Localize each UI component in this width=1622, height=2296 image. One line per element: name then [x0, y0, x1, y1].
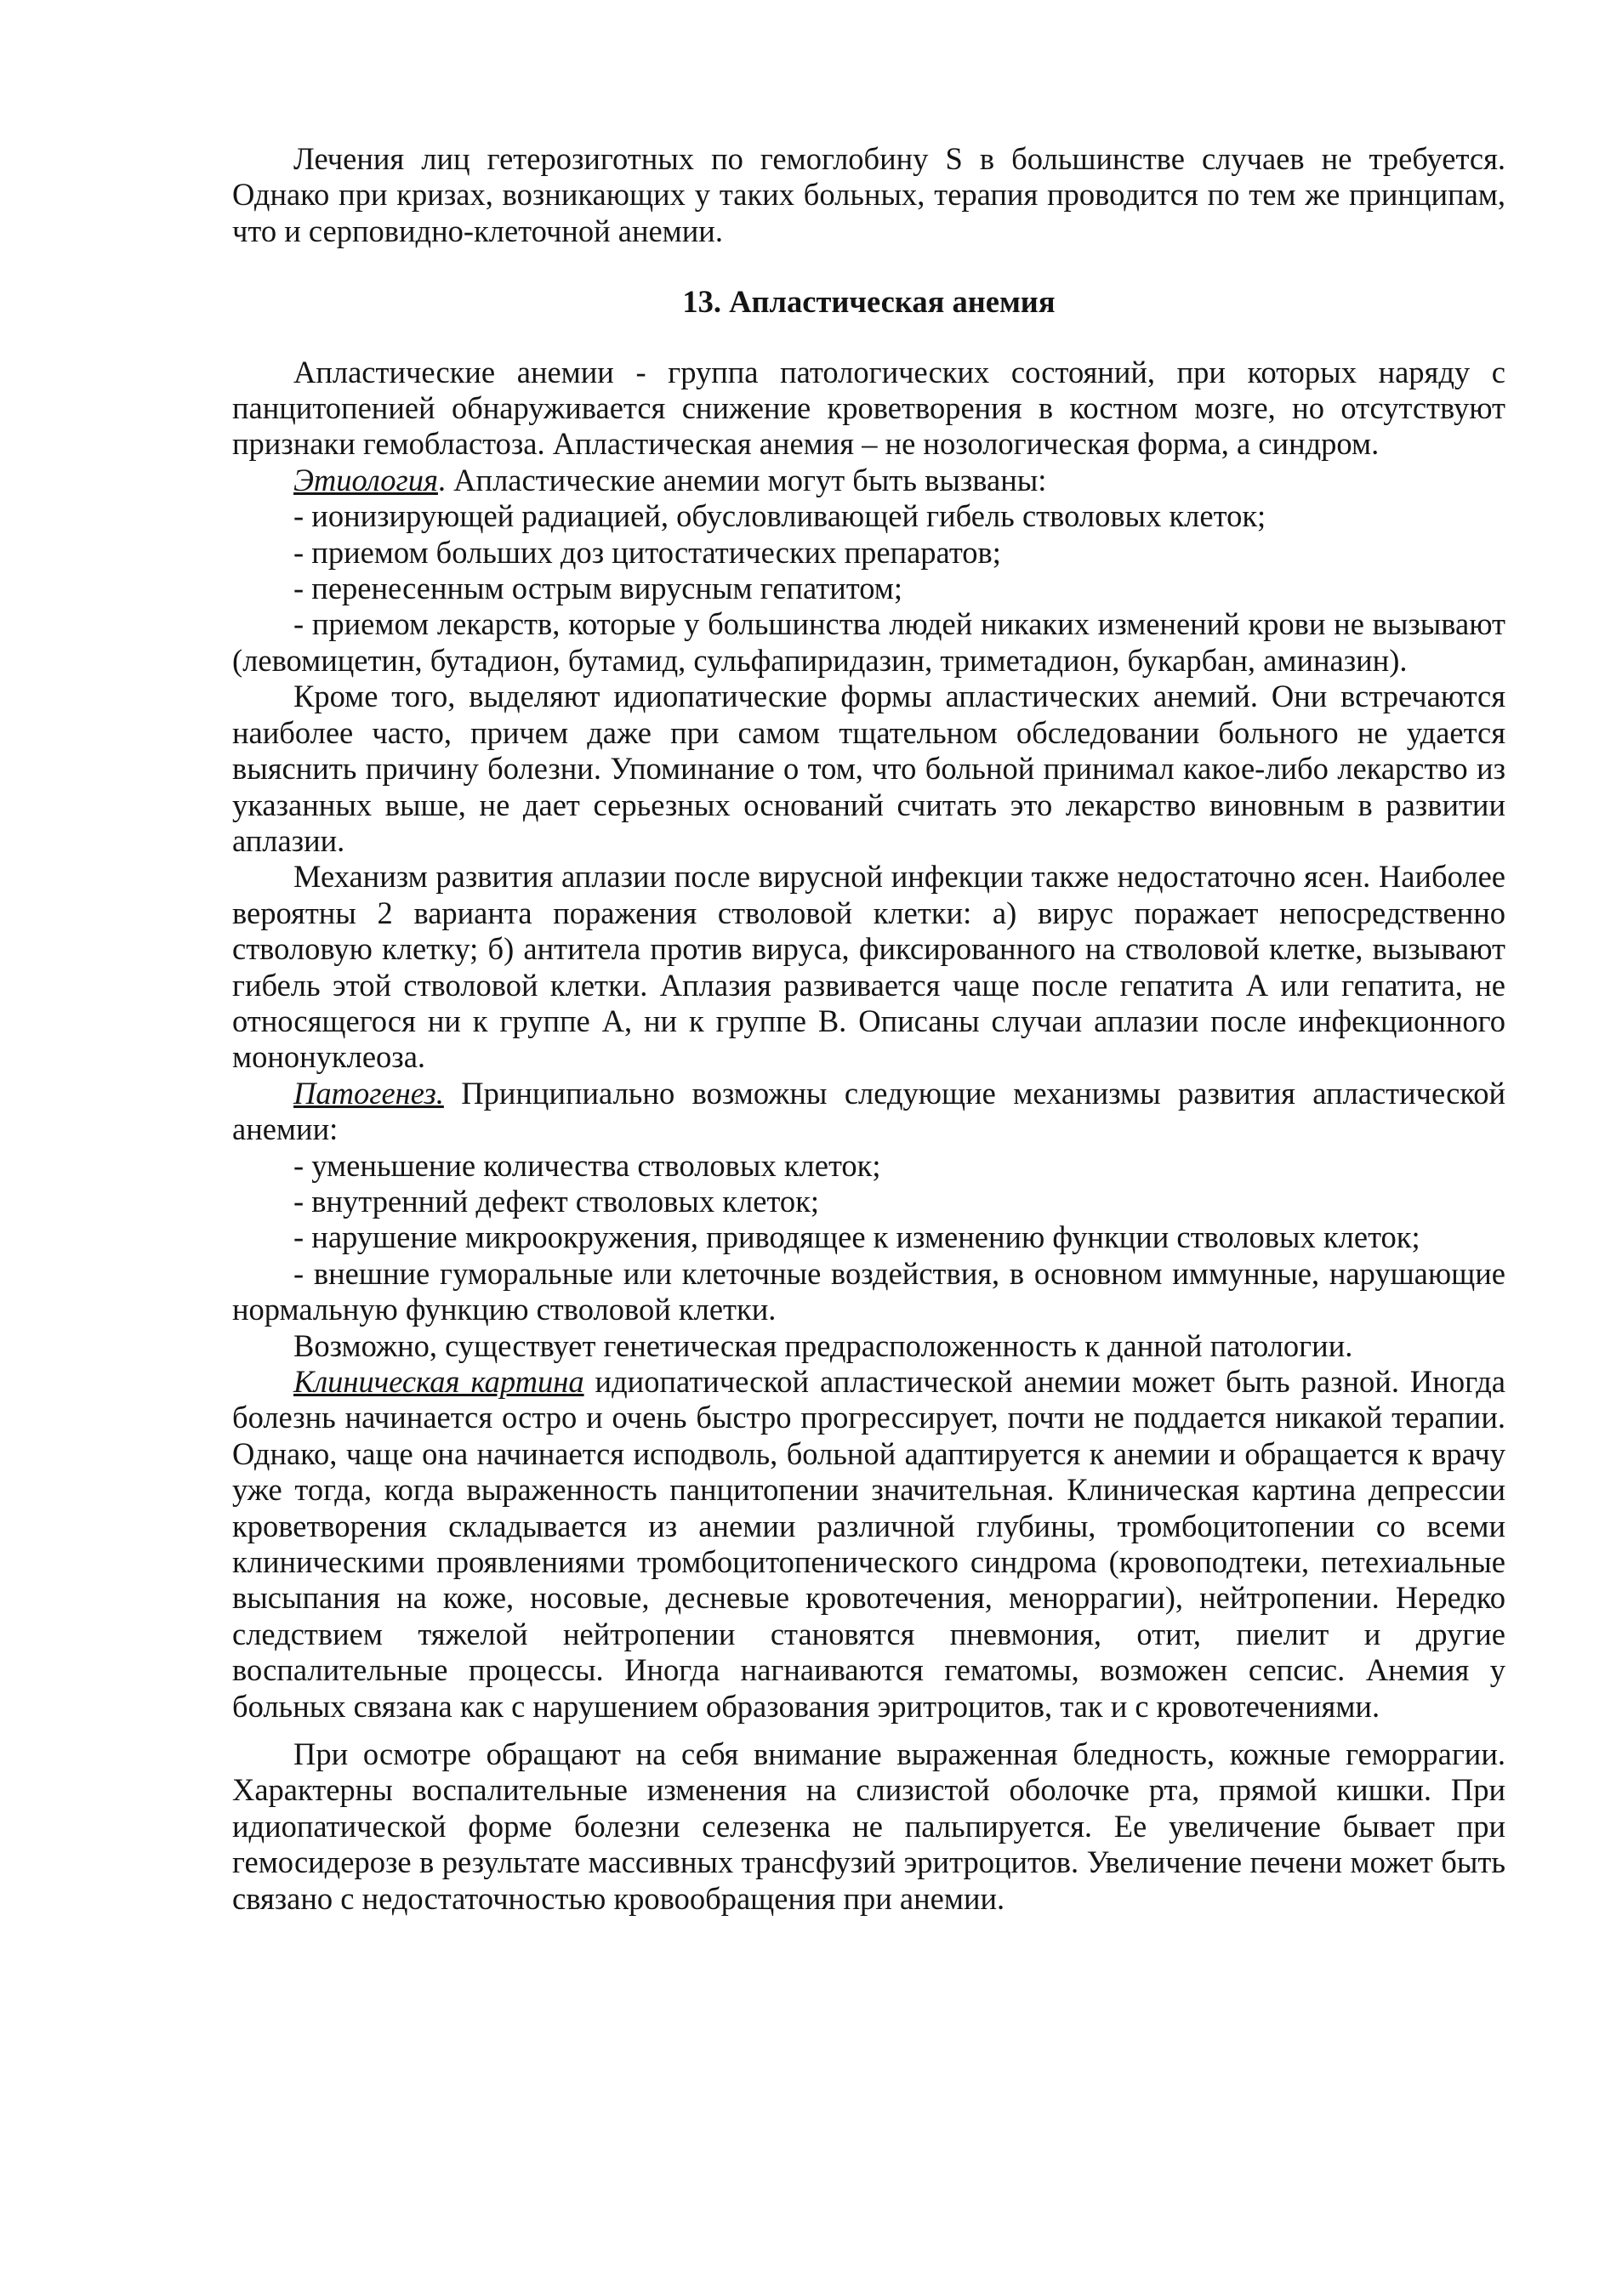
- clinical-paragraph: [232, 1364, 1505, 1725]
- etiology-item: - приемом лекарств, которые у большинства людей никаких изменений крови не вызывают (левомицетин, бутадион, бутамид, сульфапиридазин, триметадион, букарбан, аминазин).: [232, 606, 1505, 678]
- genetic-paragraph: Возможно, существует генетическая предрасположенность к данной патологии.: [293, 1327, 1353, 1363]
- definition-paragraph: Апластические анемии - группа патологических состояний, при которых наряду с панцитопенией обнаруживается снижение кроветворения в костном мозге, но отсутствуют признаки гемобластоза. Апластическая анемия – не нозологическая форма, а синдром.: [232, 354, 1505, 462]
- pathogenesis-paragraph: [232, 1076, 1505, 1148]
- section-heading: 13. Апластическая анемия: [682, 284, 1056, 320]
- pathogenesis-item: - внутренний дефект стволовых клеток;: [293, 1183, 820, 1219]
- etiology-text: . Апластические анемии могут быть вызваны:: [437, 462, 1047, 497]
- document-page: [232, 141, 1505, 1917]
- etiology-item: - ионизирующей радиацией, обусловливающей гибель стволовых клеток;: [293, 498, 1266, 534]
- pathogenesis-lead: Патогенез.: [293, 1075, 444, 1111]
- pathogenesis-item: - внешние гуморальные или клеточные воздействия, в основном иммунные, нарушающие нормальную функцию стволовой клетки.: [232, 1255, 1505, 1327]
- clinical-text: идиопатической апластической анемии может быть разной. Иногда болезнь начинается остро и очень быстро прогрессирует, почти не поддается никакой терапии. Однако, чаще она начинается исподволь, больной адаптируется к анемии и обращается к врачу уже тогда, когда выраженность панцитопении значительная. Клиническая картина депрессии кроветворения складывается из анемии различной глубины, тромбоцитопении со всеми клиническими проявлениями тромбоцитопенического синдрома (кровоподтеки, петехиальные высыпания на коже, носовые, десневые кровотечения, меноррагии), нейтропении. Нередко следствием тяжелой нейтропении становятся пневмония, отит, пиелит и другие воспалительные процессы. Иногда нагнаиваются гематомы, возможен сепсис. Анемия у больных связана как с нарушением образования эритроцитов, так и с кровотечениями.: [232, 1364, 1505, 1724]
- examination-paragraph: При осмотре обращают на себя внимание выраженная бледность, кожные геморрагии. Характерны воспалительные изменения на слизистой оболочке рта, прямой кишки. При идиопатической форме болезни селезенка не пальпируется. Ее увеличение бывает при гемосидерозе в результате массивных трансфузий эритроцитов. Увеличение печени может быть связано с недостаточностью кровообращения при анемии.: [232, 1736, 1505, 1916]
- idiopathic-paragraph: Кроме того, выделяют идиопатические формы апластических анемий. Они встречаются наиболее часто, причем даже при самом тщательном обследовании больного не удается выяснить причину болезни. Упоминание о том, что больной принимал какое-либо лекарство из указанных выше, не дает серьезных оснований считать это лекарство виновным в развитии аплазии.: [232, 679, 1505, 858]
- mechanism-paragraph: Механизм развития аплазии после вирусной инфекции также недостаточно ясен. Наиболее вероятны 2 варианта поражения стволовой клетки: а) вирус поражает непосредственно стволовую клетку; б) антитела против вируса, фиксированного на стволовой клетке, вызывают гибель этой стволовой клетки. Аплазия развивается чаще после гепатита А или гепатита, не относящегося ни к группе А, ни к группе В. Описаны случаи аплазии после инфекционного мононуклеоза.: [232, 859, 1505, 1075]
- clinical-lead: Клиническая картина: [293, 1364, 584, 1399]
- etiology-item: - приемом больших доз цитостатических препаратов;: [293, 534, 1001, 570]
- etiology-item: - перенесенным острым вирусным гепатитом;: [293, 571, 903, 606]
- etiology-lead: Этиология: [293, 462, 438, 497]
- etiology-paragraph: [232, 463, 1505, 498]
- pathogenesis-item: - нарушение микроокружения, приводящее к изменению функции стволовых клеток;: [293, 1219, 1420, 1255]
- pathogenesis-text: Принципиально возможны следующие механизмы развития апластической анемии:: [232, 1075, 1505, 1147]
- pathogenesis-item: - уменьшение количества стволовых клеток;: [293, 1147, 881, 1183]
- intro-paragraph: Лечения лиц гетерозиготных по гемоглобину S в большинстве случаев не требуется. Однако при кризах, возникающих у таких больных, терапия проводится по тем же принципам, что и серповидно-клеточной анемии.: [232, 141, 1505, 248]
